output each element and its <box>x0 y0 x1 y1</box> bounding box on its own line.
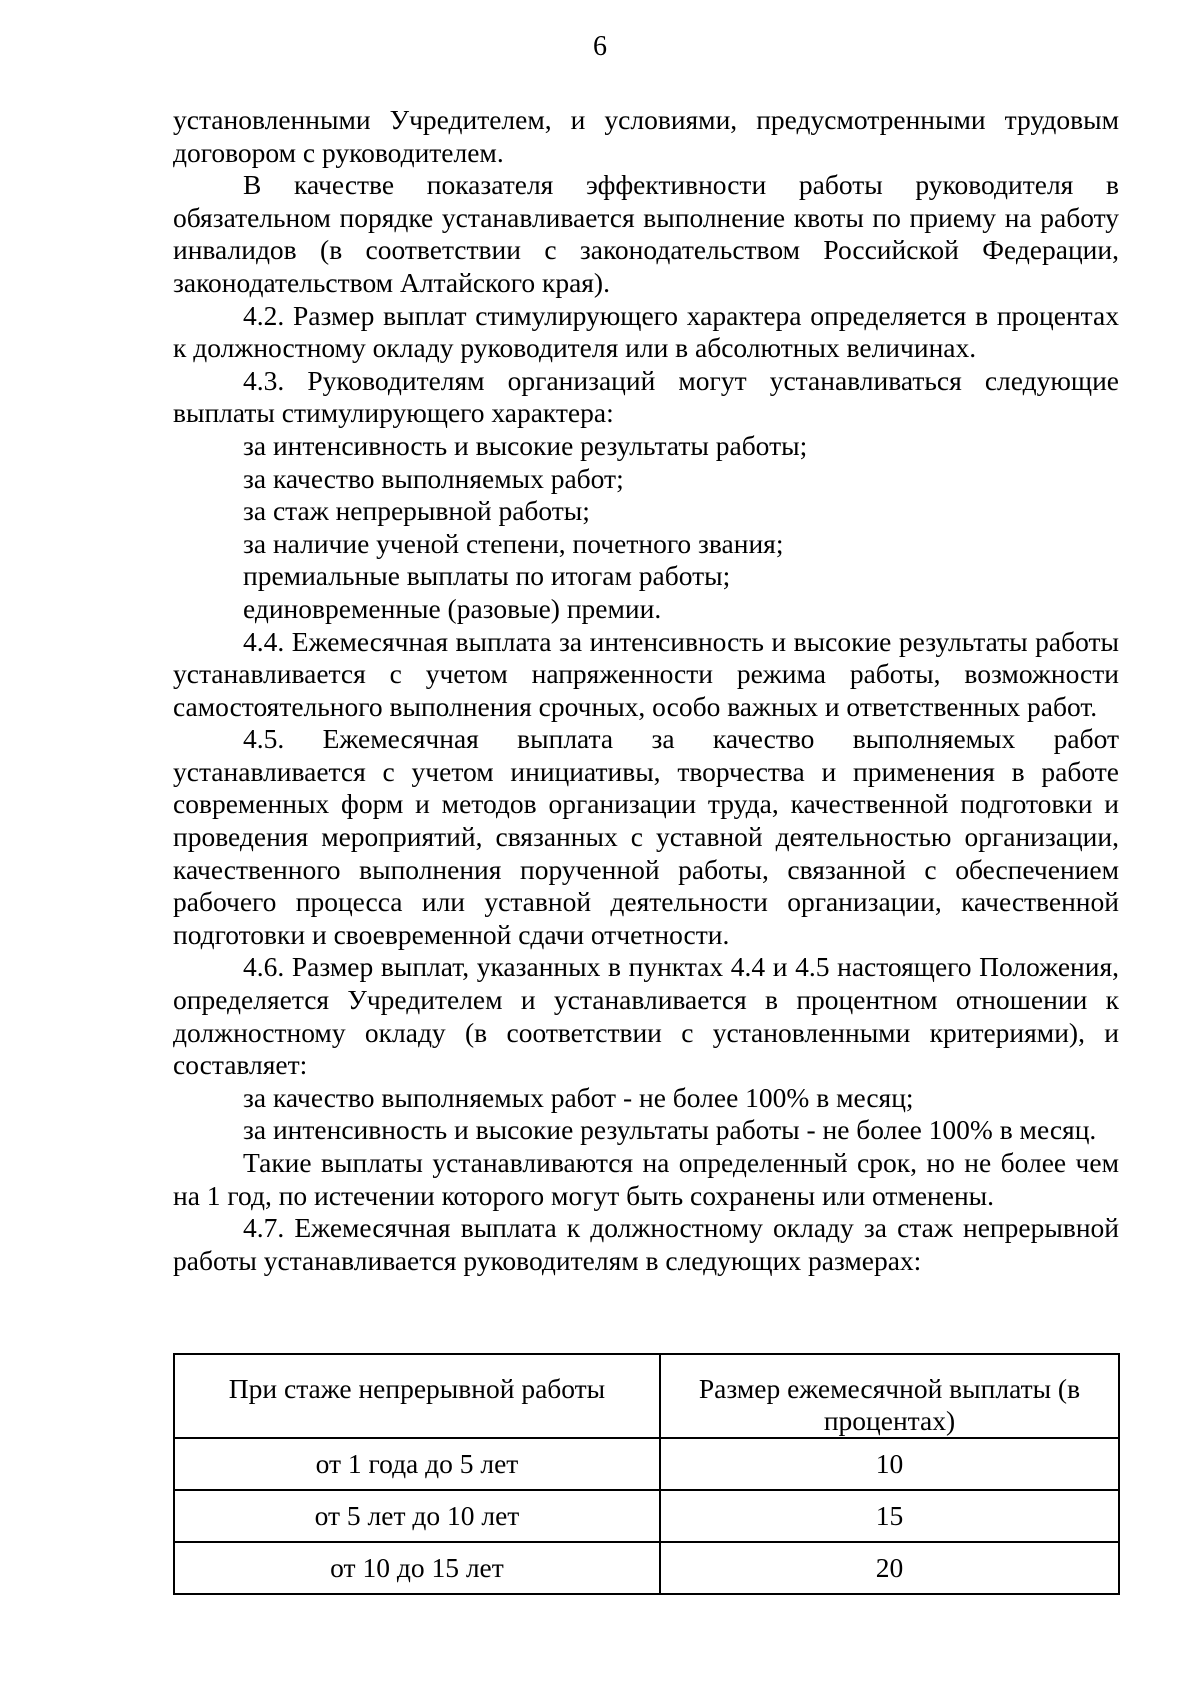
table-row <box>174 1490 1119 1542</box>
list-item: за интенсивность и высокие результаты работы; <box>243 429 808 461</box>
table-cell-percent: 15 <box>660 1490 1119 1542</box>
table-cell-percent: 20 <box>660 1542 1119 1594</box>
table-header-payment-size: Размер ежемесячной выплаты (в процентах) <box>660 1354 1119 1438</box>
list-item: за наличие ученой степени, почетного звания; <box>243 527 784 559</box>
table-cell-percent: 10 <box>660 1438 1119 1490</box>
list-4-6 <box>173 1082 1119 1147</box>
table-header-row <box>174 1354 1119 1438</box>
table-cell-seniority: от 5 лет до 10 лет <box>174 1490 660 1542</box>
paragraph-4-5: 4.5. Ежемесячная выплата за качество выполняемых работ устанавливается с учетом инициативы, творчества и применения в работе современных форм и методов организации труда, качественной подготовки и проведения мероприятий, связанных с уставной деятельностью организации, качественного выполнения порученной работы, связанной с обеспечением рабочего процесса или уставной деятельности организации, качественной подготовки и своевременной сдачи отчетности. <box>173 723 1119 950</box>
list-item: за интенсивность и высокие результаты работы - не более 100% в месяц. <box>243 1114 1097 1146</box>
paragraph-4-3: 4.3. Руководителям организаций могут устанавливаться следующие выплаты стимулирующего характера: <box>173 364 1119 429</box>
paragraph-4-2: 4.2. Размер выплат стимулирующего характера определяется в процентах к должностному окладу руководителя или в абсолютных величинах. <box>173 299 1119 364</box>
list-item: за качество выполняемых работ - не более 100% в месяц; <box>243 1081 914 1113</box>
list-item: премиальные выплаты по итогам работы; <box>243 560 731 592</box>
seniority-pay-table <box>173 1353 1120 1595</box>
paragraph-4-7: 4.7. Ежемесячная выплата к должностному окладу за стаж непрерывной работы устанавливается руководителям в следующих размерах: <box>173 1212 1119 1276</box>
table-row <box>174 1438 1119 1490</box>
list-item: за качество выполняемых работ; <box>243 462 624 494</box>
table-cell-seniority: от 1 года до 5 лет <box>174 1438 660 1490</box>
paragraph-continuation: установленными Учредителем, и условиями, предусмотренными трудовым договором с руководителем. <box>173 104 1119 168</box>
page-number: 6 <box>593 31 607 62</box>
paragraph-payment-term: Такие выплаты устанавливаются на определенный срок, но не более чем на 1 год, по истечении которого могут быть сохранены или отменены. <box>173 1147 1119 1211</box>
table-cell-seniority: от 10 до 15 лет <box>174 1542 660 1594</box>
paragraph-4-6: 4.6. Размер выплат, указанных в пунктах 4.4 и 4.5 настоящего Положения, определяется Учредителем и устанавливается в процентном отношении к должностному окладу (в соответствии с установленными критериями), и составляет: <box>173 951 1119 1081</box>
paragraph-efficiency-indicator: В качестве показателя эффективности работы руководителя в обязательном порядке устанавливается выполнение квоты по приему на работу инвалидов (в соответствии с законодательством Российской Федерации, законодательством Алтайского края). <box>173 169 1119 298</box>
table-row <box>174 1542 1119 1594</box>
list-4-3 <box>173 430 1119 626</box>
list-item: за стаж непрерывной работы; <box>243 495 590 527</box>
document-body <box>173 104 1119 1277</box>
paragraph-4-4: 4.4. Ежемесячная выплата за интенсивность и высокие результаты работы устанавливается с учетом напряженности режима работы, возможности самостоятельного выполнения срочных, особо важных и ответственных работ. <box>173 625 1119 722</box>
table-header-seniority: При стаже непрерывной работы <box>174 1354 660 1438</box>
list-item: единовременные (разовые) премии. <box>243 592 662 624</box>
